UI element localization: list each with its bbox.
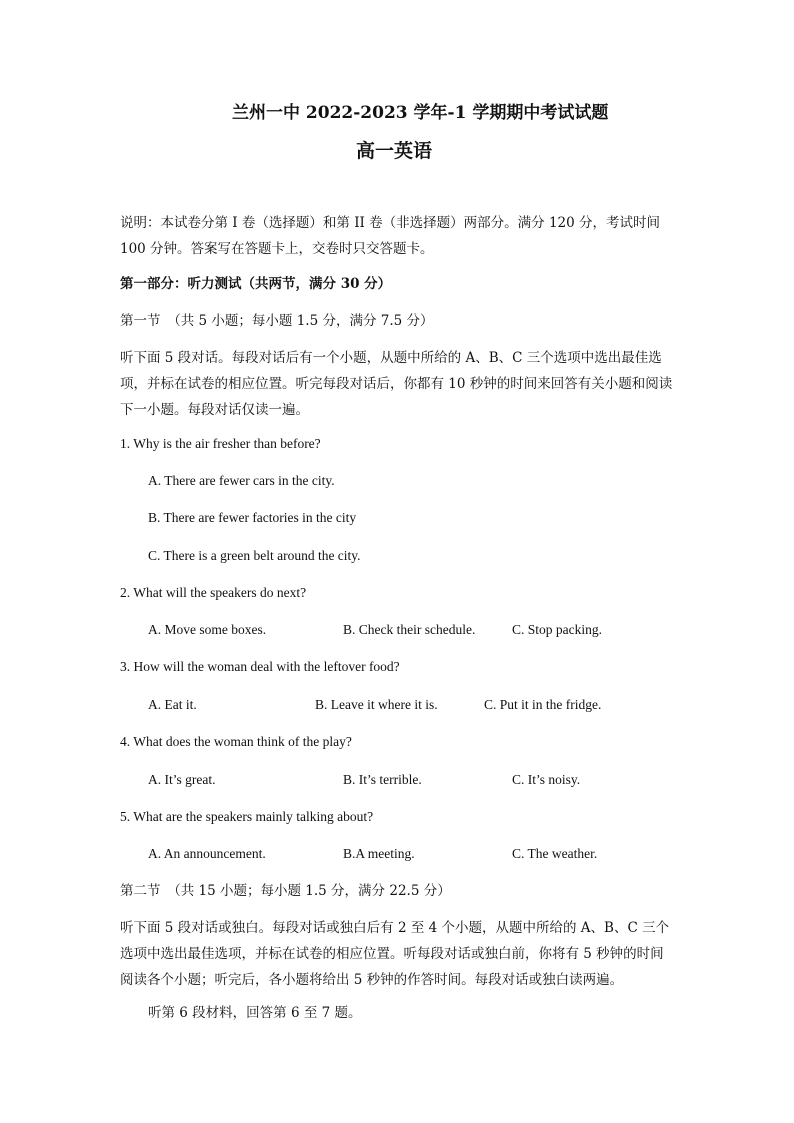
section1-heading: 第一节 （共 5 小题；每小题 1.5 分，满分 7.5 分） [120,313,434,329]
question-1-stem: 1. Why is the air fresher than before? [120,436,321,451]
question-4-option-b: B. It’s terrible. [343,772,422,787]
question-3-stem: 3. How will the woman deal with the leftover food? [120,659,400,674]
question-5-option-b: B.A meeting. [343,846,415,861]
question-2-stem: 2. What will the speakers do next? [120,585,307,600]
part1-heading: 第一部分：听力测试（共两节，满分 30 分） [120,276,392,292]
question-2-option-a: A. Move some boxes. [148,622,267,637]
question-2-option-b: B. Check their schedule. [343,622,476,637]
question-4-option-c: C. It’s noisy. [512,772,581,787]
question-1-option-b: B. There are fewer factories in the city [148,510,357,525]
section2-heading: 第二节 （共 15 小题；每小题 1.5 分，满分 22.5 分） [120,883,451,899]
question-2-option-c: C. Stop packing. [512,622,602,637]
section2-directions: 听下面 5 段对话或独白。每段对话或独白后有 2 至 4 个小题，从题中所给的 A、B、C 三个选项中选出最佳选项，并标在试卷的相应位置。听每段对话或独白前，你将有 5 秒钟的时间阅读各个小题；听完后，各小题将给出 5 秒钟的作答时间。每段对话或独白读两遍。 [120,920,670,988]
instructions-paragraph: 说明：本试卷分第 I 卷（选择题）和第 II 卷（非选择题）两部分。满分 120 分，考试时间 100 分钟。答案写在答题卡上，交卷时只交答题卡。 [120,215,661,257]
material-6-instruction: 听第 6 段材料，回答第 6 至 7 题。 [148,1005,362,1021]
exam-title: 兰州一中 2022-2023 学年-1 学期期中考试试题 [232,103,609,123]
question-5-stem: 5. What are the speakers mainly talking about? [120,809,374,824]
question-4-option-a: A. It’s great. [148,772,216,787]
question-1-option-a: A. There are fewer cars in the city. [148,473,335,488]
question-4-stem: 4. What does the woman think of the play? [120,734,352,749]
exam-subject: 高一英语 [356,140,433,162]
question-5-option-c: C. The weather. [512,846,598,861]
question-3-option-c: C. Put it in the fridge. [484,697,602,712]
question-5-option-a: A. An announcement. [148,846,266,861]
question-3-option-b: B. Leave it where it is. [315,697,438,712]
question-1-option-c: C. There is a green belt around the city. [148,548,361,563]
question-3-option-a: A. Eat it. [148,697,197,712]
section1-directions: 听下面 5 段对话。每段对话后有一个小题，从题中所给的 A、B、C 三个选项中选出最佳选项，并标在试卷的相应位置。听完每段对话后，你都有 10 秒钟的时间来回答有关小题和阅读下一小题。每段对话仅读一遍。 [120,350,673,418]
